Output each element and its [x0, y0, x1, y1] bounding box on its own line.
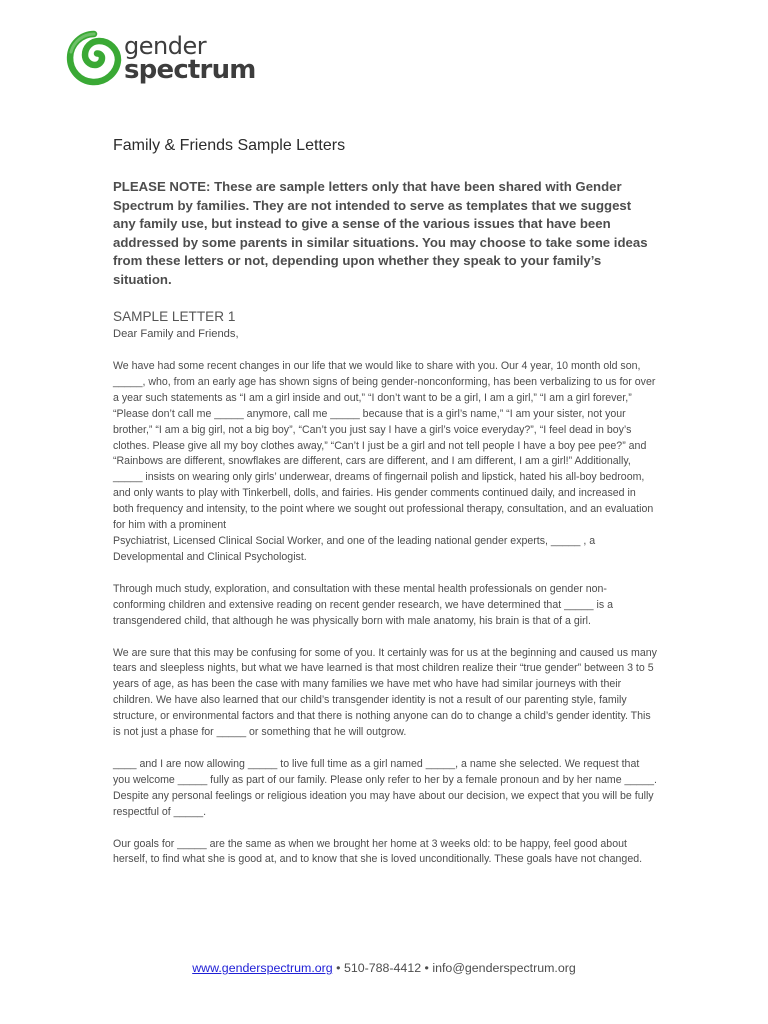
footer-separator: •	[332, 961, 344, 975]
letter-paragraph: We have had some recent changes in our life that we would like to share with you. Our 4 year, 10 month old son, _____, who, from an early age has shown signs of being gender-nonconforming, has been verbalizing to us for over a year such statements as “I am a girl inside and out,” “I don’t want to be a girl, I am a girl,” “I am a girl forever,” “Please don’t call me _____ anymore, call me _____ because that is a girl’s name,” “I am your sister, not your brother,” “I am a big girl, not a big boy”, “Can’t you just say I have a girl’s voice everyday?”, “I feel dead in boy’s clothes. Please give all my boy clothes away,” “Can’t I just be a girl and not tell people I have a boy pee pee?” and “Rainbows are different, snowflakes are different, cars are different, and I am different, I am a girl!” Additionally, _____ insists on wearing only girls’ underwear, dreams of fingernail polish and lipstick, hated his all-boy bedroom, and only wants to play with Tinkerbell, dolls, and fairies. His gender comments continued daily, and increased in both frequency and intensity, to the point where we sought out professional therapy, consultation, and an evaluation for him with a prominent	[113, 360, 656, 532]
sample-letter-heading: SAMPLE LETTER 1	[113, 309, 236, 324]
website-link[interactable]: www.genderspectrum.org	[192, 961, 333, 975]
logo-wordmark	[124, 32, 256, 85]
please-note-paragraph: PLEASE NOTE: These are sample letters only that have been shared with Gender Spectrum by families. They are not intended to serve as templates that we suggest any family use, but instead to give a sense of the various issues that have been addressed by some parents in similar situations. You may choose to take some ideas from these letters or not, depending upon whether they speak to your family’s situation.	[113, 179, 648, 287]
letter-paragraph: Through much study, exploration, and consultation with these mental health professionals on gender non-conforming children and extensive reading on recent gender research, we have determined that _____ is a transgendered child, that although he was physically born with male anatomy, his brain is that of a girl.	[113, 582, 613, 627]
document-title: Family & Friends Sample Letters	[113, 137, 346, 154]
phone-number: 510-788-4412	[343, 961, 422, 975]
logo-line-gender: gender	[124, 32, 207, 60]
gender-spectrum-logo	[66, 30, 256, 88]
page-footer	[0, 961, 768, 975]
letter-paragraph: ____ and I are now allowing _____ to live full time as a girl named _____, a name she selected. We request that you welcome _____ fully as part of our family. Please only refer to her by a female pronoun and by her name _____. Despite any personal feelings or religious ideation you may have about our decision, we expect that you will be fully respectful of _____.	[113, 757, 657, 818]
logo-line-spectrum: spectrum	[124, 55, 256, 85]
letter-paragraph: Psychiatrist, Licensed Clinical Social Worker, and one of the leading national gender experts, _____ , a Developmental and Clinical Psychologist.	[113, 534, 596, 563]
letter-paragraph: We are sure that this may be confusing for some of you. It certainly was for us at the beginning and caused us many tears and sleepless nights, but what we have learned is that most children realize their “true gender” between 3 to 5 years of age, as has been the case with many families we have met who have had similar journeys with their children. We have also learned that our child’s transgender identity is not a result of our parenting style, family structure, or environmental factors and that there is nothing anyone can do to change a child’s gender identity. This is not just a phase for _____ or something that he will outgrow.	[113, 646, 657, 739]
spiral-logo-icon	[66, 30, 122, 86]
letter-paragraph: Our goals for _____ are the same as when we brought her home at 3 weeks old: to be happy, feel good about herself, to find what she is good at, and to know that she is loved unconditionally. These goals have not changed.	[113, 837, 643, 866]
email-address: info@genderspectrum.org	[432, 961, 576, 975]
letter-salutation: Dear Family and Friends,	[113, 328, 239, 340]
footer-separator: •	[421, 961, 433, 975]
letter-body	[113, 359, 657, 884]
